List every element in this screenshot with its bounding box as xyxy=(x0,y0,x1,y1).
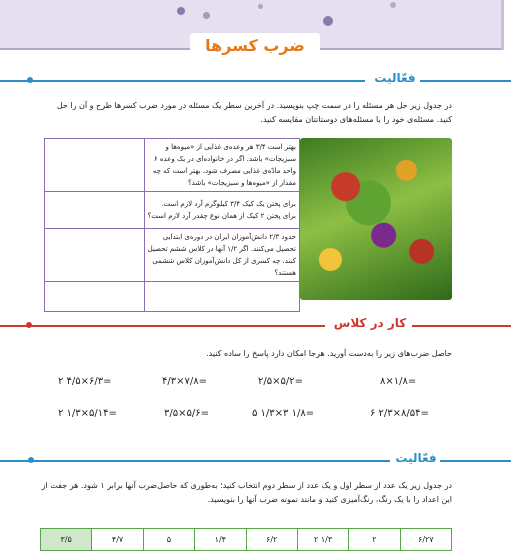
number-cell[interactable]: ۱/۴ xyxy=(195,529,246,551)
answer-cell[interactable] xyxy=(45,139,145,192)
decor-dot xyxy=(258,4,263,9)
table-row xyxy=(45,139,300,192)
number-cell[interactable]: ۶/۲ xyxy=(246,529,297,551)
section-rule xyxy=(412,325,511,327)
activity-intro: در جدول زیر یک عدد از سطر اول و یک عدد از سطر دوم انتخاب کنید؛ به‌طوری که حاصل‌ضرب آنها برابر ۱ شود. هر جفت از این اعداد را با یک رنگ، رنگ‌آمیزی کنید و مانند نمونه ضرب آنها را بنویسید. xyxy=(41,481,452,504)
problem-cell: بهتر است ۳/۴ هر وعده‌ی غذایی از «میوه‌ها و سبزیجات» باشد. اگر در خانواده‌ای در یک وعده ۶ واحد مادّه‌ی غذایی مصرف شود، بهتر است که چه مقدار از «میوه‌ها و سبزیجات» باشد؟ xyxy=(144,139,299,192)
decor-dot xyxy=(203,12,210,19)
page-title: ضرب کسرها xyxy=(205,36,305,55)
answer-cell[interactable] xyxy=(45,192,145,229)
classwork-intro: حاصل ضرب‌های زیر را به‌دست آورید. هرجا امکان دارد پاسخ را ساده کنید. xyxy=(206,349,452,358)
numbers-table xyxy=(40,528,452,551)
number-cell[interactable]: ۵ xyxy=(143,529,194,551)
decor-dot xyxy=(323,16,333,26)
activity-intro: در جدول زیر حل هر مسئله را در سمت چپ بنویسید. در آخرین سطر یک مسئله در مورد ضرب کسرها طرح و آن را حل کنید. مسئله‌ی خود را با مسئله‌های دوستانتان مقایسه کنید. xyxy=(56,101,452,124)
activity-heading: فعّالیت xyxy=(374,71,416,85)
problem-cell: برای پختن یک کیک ۳/۴ کیلوگرم آرد لازم است. برای پختن ۲ کیک از همان نوع چقدر آرد لازم است؟ xyxy=(144,192,299,229)
problem-table xyxy=(44,138,300,312)
table-row xyxy=(45,192,300,229)
number-cell[interactable]: ۶/۲۷ xyxy=(400,529,451,551)
decor-dot xyxy=(177,7,185,15)
exercise-expression: ۲/۵×۵/۲= xyxy=(258,376,303,387)
exercise-expression: ۴/۳×۷/۸= xyxy=(162,376,207,387)
problem-cell: حدود ۲/۳ دانش‌آموزان ایران در دوره‌ی ابتدایی تحصیل می‌کنند. اگر ۱/۲ آنها در کلاس ششم تحصیل کنند، چه کسری از کل دانش‌آموزان کلاس ششمی هستند؟ xyxy=(144,229,299,282)
answer-cell[interactable] xyxy=(45,229,145,282)
section-rule xyxy=(440,460,511,462)
exercise-expression: ۵ ۱/۳×۳ ۱/۸= xyxy=(252,408,315,419)
section-rule xyxy=(0,80,365,82)
number-cell[interactable]: ۲ ۱/۳ xyxy=(297,529,348,551)
number-cell[interactable]: ۴/۷ xyxy=(92,529,143,551)
vegetables-photo xyxy=(300,138,452,300)
exercise-expression: ۲ ۴/۵×۶/۳= xyxy=(58,376,112,387)
exercise-expression: ۶ ۲/۳×۸/۵۴= xyxy=(370,408,429,419)
classwork-heading: کار در کلاس xyxy=(333,316,407,330)
table-row xyxy=(45,229,300,282)
answer-cell[interactable] xyxy=(45,282,145,312)
section-rule xyxy=(0,325,325,327)
activity-heading: فعّالیت xyxy=(395,451,437,465)
decor-dot xyxy=(390,2,396,8)
section-marker xyxy=(26,322,32,328)
section-rule xyxy=(0,460,390,462)
section-marker xyxy=(27,77,33,83)
problem-cell[interactable] xyxy=(144,282,299,312)
section-rule xyxy=(420,80,511,82)
exercise-expression: ۸×۱/۸= xyxy=(380,376,417,387)
number-cell-highlighted[interactable]: ۳/۵ xyxy=(41,529,92,551)
header-edge xyxy=(501,0,511,50)
section-marker xyxy=(28,457,34,463)
exercise-expression: ۳/۵×۵/۶= xyxy=(164,408,209,419)
table-row xyxy=(41,529,452,551)
exercise-expression: ۲ ۱/۳×۵/۱۴= xyxy=(58,408,117,419)
table-row xyxy=(45,282,300,312)
number-cell[interactable]: ۲ xyxy=(349,529,400,551)
